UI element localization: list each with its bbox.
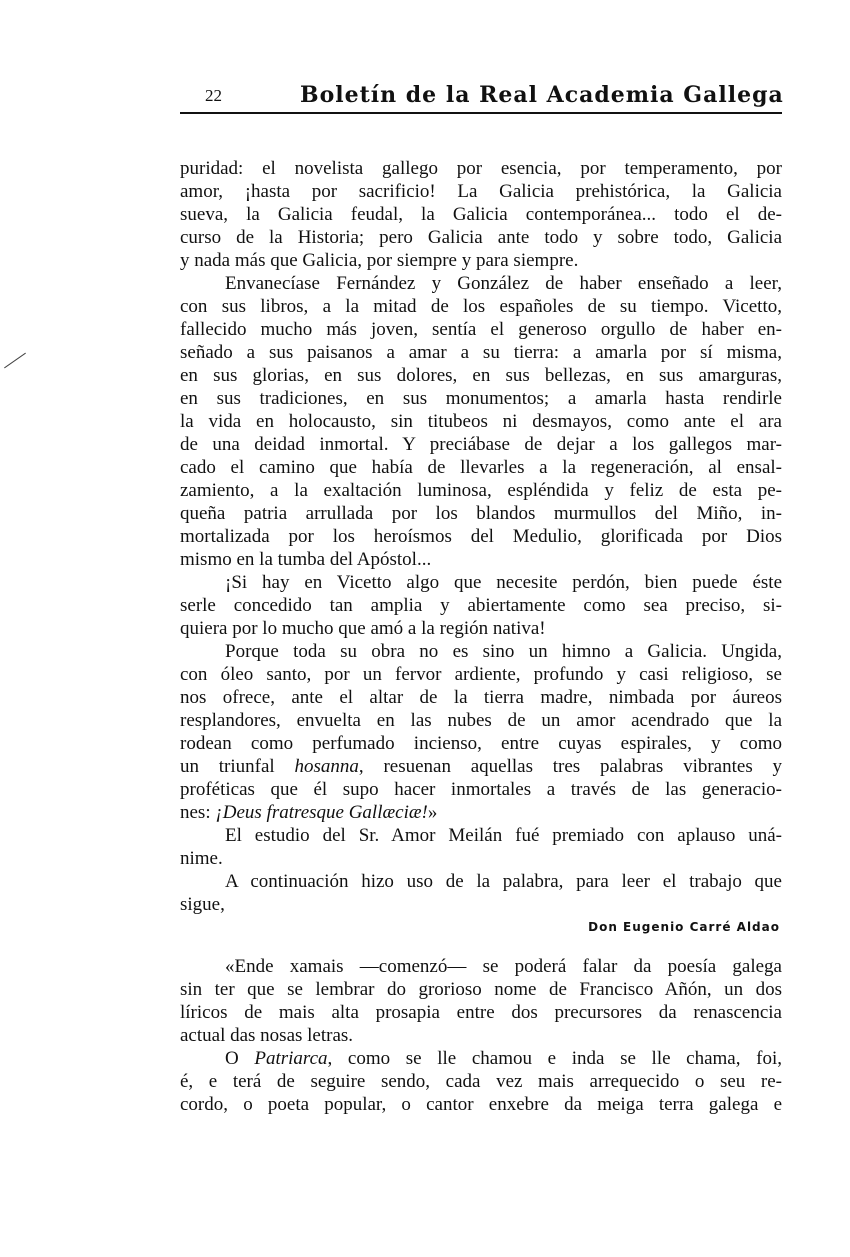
text-line bbox=[180, 664, 782, 686]
text-segment: El estudio del Sr. Amor Meilán fué premiado con aplauso uná- bbox=[225, 825, 782, 846]
text-segment: , resuenan aquellas tres palabras vibrantes y bbox=[358, 756, 782, 777]
text-line bbox=[180, 687, 782, 709]
text-line bbox=[180, 549, 782, 571]
text-segment: un triunfal bbox=[180, 756, 295, 777]
text-line bbox=[180, 979, 782, 1001]
text-line bbox=[180, 181, 782, 203]
text-line bbox=[180, 802, 782, 824]
text-segment: Patriarca bbox=[254, 1048, 328, 1069]
text-segment: mismo en la tumba del Apóstol... bbox=[180, 549, 432, 570]
text-segment: actual das nosas letras. bbox=[180, 1025, 354, 1046]
text-segment: é, e terá de seguire sendo, cada vez mais arrequecido o seu re- bbox=[180, 1071, 782, 1092]
text-line bbox=[180, 250, 782, 272]
text-segment: puridad: el novelista gallego por esencia, por temperamento, por bbox=[180, 158, 782, 179]
page-number: 22 bbox=[205, 86, 222, 105]
text-segment: sueva, la Galicia feudal, la Galicia contemporánea... todo el de- bbox=[180, 204, 782, 225]
text-line bbox=[180, 342, 782, 364]
text-segment: ¡Deus fratresque Gallæciæ! bbox=[215, 802, 428, 823]
text-line bbox=[180, 1048, 782, 1070]
text-line bbox=[180, 204, 782, 226]
text-segment: quiera por lo mucho que amó a la región nativa! bbox=[180, 618, 546, 639]
text-line bbox=[180, 319, 782, 341]
author-credit: Don Eugenio Carré Aldao bbox=[588, 920, 780, 934]
text-line bbox=[180, 1025, 782, 1047]
text-segment: sigue, bbox=[180, 894, 225, 915]
text-segment: » bbox=[427, 802, 438, 823]
text-line bbox=[180, 894, 782, 916]
text-segment: señado a sus paisanos a amar a su tierra: a amarla por sí misma, bbox=[180, 342, 782, 363]
text-segment: de una deidad inmortal. Y preciábase de dejar a los gallegos mar- bbox=[180, 434, 782, 455]
text-line bbox=[180, 595, 782, 617]
text-segment: cordo, o poeta popular, o cantor enxebre da meiga terra galega e bbox=[180, 1094, 782, 1115]
text-segment: líricos de mais alta prosapia entre dos precursores da renascencia bbox=[180, 1002, 782, 1023]
text-segment: en sus tradiciones, en sus monumentos; a amarla hasta rendirle bbox=[180, 388, 782, 409]
text-segment: en sus glorias, en sus dolores, en sus bellezas, en sus amarguras, bbox=[180, 365, 782, 386]
text-segment: con óleo santo, por un fervor ardiente, profundo y casi religioso, se bbox=[180, 664, 782, 685]
text-segment: resplandores, envuelta en las nubes de un amor acendrado que la bbox=[180, 710, 782, 731]
text-segment: «Ende xamais —comenzó— se poderá falar da poesía galega bbox=[225, 956, 782, 977]
text-segment: nes: bbox=[180, 802, 216, 823]
text-segment: cado el camino que había de llevarles a la regeneración, al ensal- bbox=[180, 457, 782, 478]
text-line bbox=[180, 825, 782, 847]
running-header-title: Boletín de la Real Academia Gallega bbox=[300, 82, 784, 108]
text-segment: con sus libros, a la mitad de los españoles de su tiempo. Vicetto, bbox=[180, 296, 782, 317]
text-line bbox=[180, 457, 782, 479]
text-line bbox=[180, 1094, 782, 1116]
text-line bbox=[180, 618, 782, 640]
text-segment: , como se lle chamou e inda se lle chama, foi, bbox=[327, 1048, 782, 1069]
header-rule bbox=[180, 112, 782, 114]
text-line bbox=[180, 641, 782, 663]
text-segment: sin ter que se lembrar do grorioso nome de Francisco Añón, un dos bbox=[180, 979, 782, 1000]
text-line bbox=[180, 1071, 782, 1093]
text-line bbox=[180, 503, 782, 525]
text-line bbox=[180, 227, 782, 249]
text-segment: proféticas que él supo hacer inmortales a través de las generacio- bbox=[180, 779, 782, 800]
text-line bbox=[180, 296, 782, 318]
text-segment: mortalizada por los heroísmos del Medulio, glorificada por Dios bbox=[180, 526, 782, 547]
text-line bbox=[180, 956, 782, 978]
text-line bbox=[180, 848, 782, 870]
text-line bbox=[180, 273, 782, 295]
text-segment: hosanna bbox=[294, 756, 359, 777]
text-segment: serle concedido tan amplia y abiertamente como sea preciso, si- bbox=[180, 595, 782, 616]
text-segment: queña patria arrullada por los blandos murmullos del Miño, in- bbox=[180, 503, 782, 524]
text-segment: ¡Si hay en Vicetto algo que necesite perdón, bien puede éste bbox=[225, 572, 782, 593]
text-segment: A continuación hizo uso de la palabra, para leer el trabajo que bbox=[225, 871, 782, 892]
text-segment: rodean como perfumado incienso, entre cuyas espirales, y como bbox=[180, 733, 782, 754]
text-line bbox=[180, 572, 782, 594]
text-line bbox=[180, 1002, 782, 1024]
text-line bbox=[180, 434, 782, 456]
text-segment: nime. bbox=[180, 848, 223, 869]
text-segment: y nada más que Galicia, por siempre y para siempre. bbox=[180, 250, 579, 271]
text-segment: fallecido mucho más joven, sentía el generoso orgullo de haber en- bbox=[180, 319, 782, 340]
text-line bbox=[180, 756, 782, 778]
text-line bbox=[180, 480, 782, 502]
text-segment: curso de la Historia; pero Galicia ante todo y sobre todo, Galicia bbox=[180, 227, 782, 248]
text-line bbox=[180, 158, 782, 180]
text-line bbox=[180, 526, 782, 548]
text-line bbox=[180, 779, 782, 801]
text-segment: Envanecíase Fernández y González de haber enseñado a leer, bbox=[225, 273, 782, 294]
text-segment: Porque toda su obra no es sino un himno a Galicia. Ungida, bbox=[225, 641, 782, 662]
text-line bbox=[180, 411, 782, 433]
text-line bbox=[180, 733, 782, 755]
text-segment: zamiento, a la exaltación luminosa, espléndida y feliz de esta pe- bbox=[180, 480, 782, 501]
text-segment: O bbox=[225, 1048, 255, 1069]
text-line bbox=[180, 710, 782, 732]
text-segment: la vida en holocausto, sin titubeos ni desmayos, como ante el ara bbox=[180, 411, 782, 432]
text-line bbox=[180, 871, 782, 893]
text-segment: nos ofrece, ante el altar de la tierra madre, nimbada por áureos bbox=[180, 687, 782, 708]
text-line bbox=[180, 388, 782, 410]
text-line bbox=[180, 365, 782, 387]
text-segment: amor, ¡hasta por sacrificio! La Galicia prehistórica, la Galicia bbox=[180, 181, 782, 202]
margin-mark bbox=[4, 353, 26, 369]
